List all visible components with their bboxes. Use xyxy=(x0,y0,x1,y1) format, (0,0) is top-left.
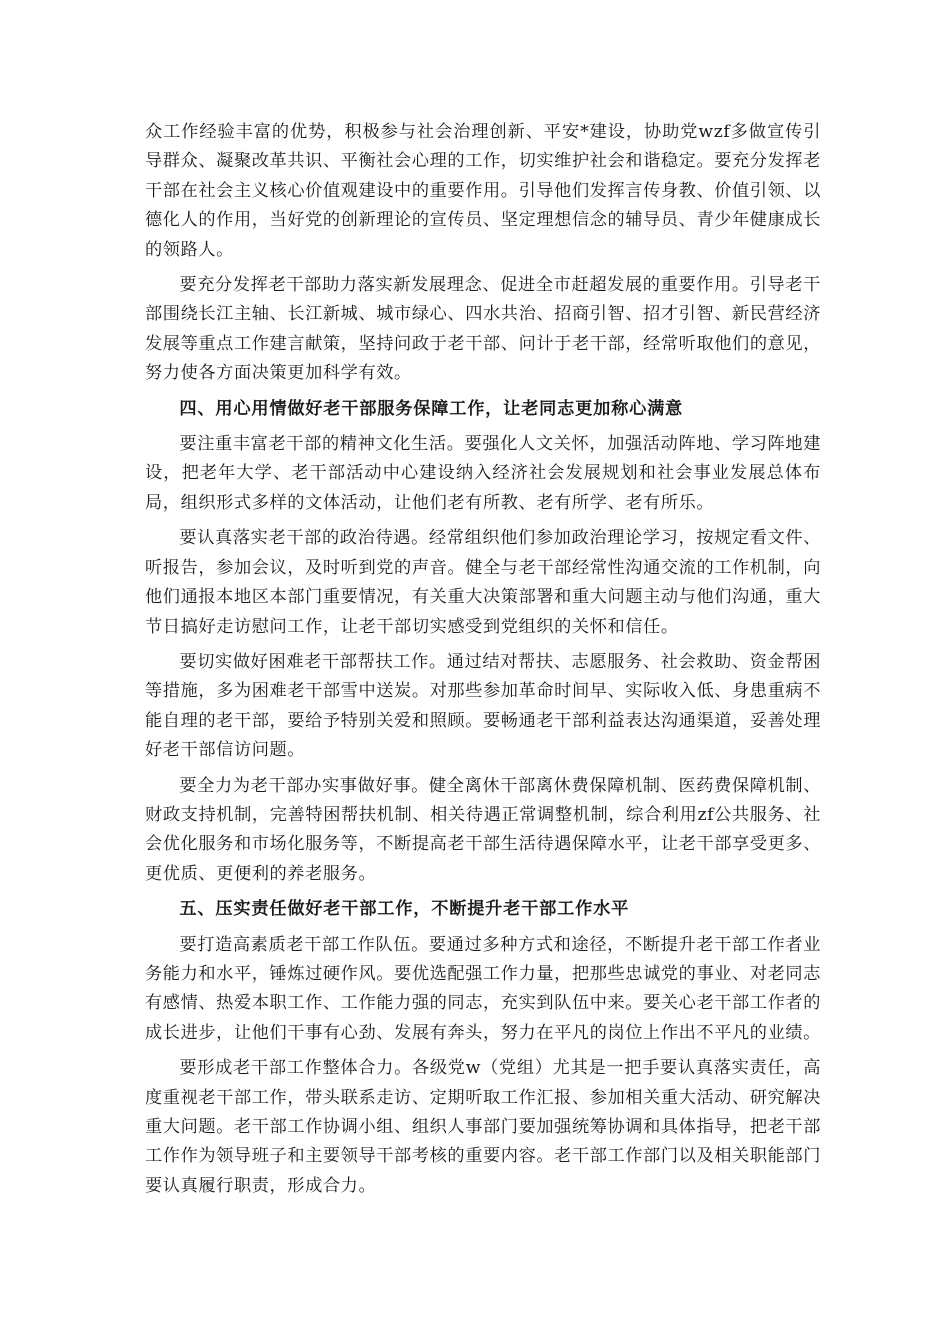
document-body xyxy=(145,118,821,1207)
paragraph-6: 要全力为老干部办实事做好事。健全离休干部离休费保障机制、医药费保障机制、财政支持机制，完善特困帮扶机制、相关待遇正常调整机制，综合利用zf公共服务、社会优化服务和市场化服务等，不断提高老干部生活待遇保障水平，让老干部享受更多、更优质、更便利的养老服务。 xyxy=(145,775,821,884)
paragraph-7: 要打造高素质老干部工作队伍。要通过多种方式和途径，不断提升老干部工作者业务能力和水平，锤炼过硬作风。要优选配强工作力量，把那些忠诚党的事业、对老同志有感情、热爱本职工作、工作能力强的同志，充实到队伍中来。要关心老干部工作者的成长进步，让他们干事有心劲、发展有奔头，努力在平凡的岗位上作出不平凡的业绩。 xyxy=(145,934,821,1043)
paragraph-2: 要充分发挥老干部助力落实新发展理念、促进全市赶超发展的重要作用。引导老干部围绕长江主轴、长江新城、城市绿心、四水共治、招商引智、招才引智、新民营经济发展等重点工作建言献策，坚持问政于老干部、问计于老干部，经常听取他们的意见，努力使各方面决策更加科学有效。 xyxy=(145,275,821,384)
paragraph-5: 要切实做好困难老干部帮扶工作。通过结对帮扶、志愿服务、社会救助、资金帮困等措施，多为困难老干部雪中送炭。对那些参加革命时间早、实际收入低、身患重病不能自理的老干部，要给予特别关爱和照顾。要畅通老干部利益表达沟通渠道，妥善处理好老干部信访问题。 xyxy=(145,651,821,761)
section-heading-5: 五、压实责任做好老干部工作，不断提升老干部工作水平 xyxy=(179,899,630,920)
paragraph-8: 要形成老干部工作整体合力。各级党w（党组）尤其是一把手要认真落实责任，高度重视老干部工作，带头联系走访、定期听取工作汇报、参加相关重大活动、研究解决重大问题。老干部工作协调小组、组织人事部门要加强统筹协调和具体指导，把老干部工作作为领导班子和主要领导干部考核的重要内容。老干部工作部门以及相关职能部门要认真履行职责，形成合力。 xyxy=(145,1058,821,1196)
section-heading-4: 四、用心用情做好老干部服务保障工作，让老同志更加称心满意 xyxy=(179,398,684,419)
paragraph-3: 要注重丰富老干部的精神文化生活。要强化人文关怀，加强活动阵地、学习阵地建设，把老年大学、老干部活动中心建设纳入经济社会发展规划和社会事业发展总体布局，组织形式多样的文体活动，让他们老有所教、老有所学、老有所乐。 xyxy=(145,434,821,513)
paragraph-1: 众工作经验丰富的优势，积极参与社会治理创新、平安*建设，协助党wzf多做宣传引导群众、凝聚改革共识、平衡社会心理的工作，切实维护社会和谐稳定。要充分发挥老干部在社会主义核心价值观建设中的重要作用。引导他们发挥言传身教、价值引领、以德化人的作用，当好党的创新理论的宣传员、坚定理想信念的辅导员、青少年健康成长的领路人。 xyxy=(145,122,821,260)
paragraph-4: 要认真落实老干部的政治待遇。经常组织他们参加政治理论学习，按规定看文件、听报告，参加会议，及时听到党的声音。健全与老干部经常性沟通交流的工作机制，向他们通报本地区本部门重要情况，有关重大决策部署和重大问题主动与他们沟通，重大节日搞好走访慰问工作，让老干部切实感受到党组织的关怀和信任。 xyxy=(145,528,821,637)
